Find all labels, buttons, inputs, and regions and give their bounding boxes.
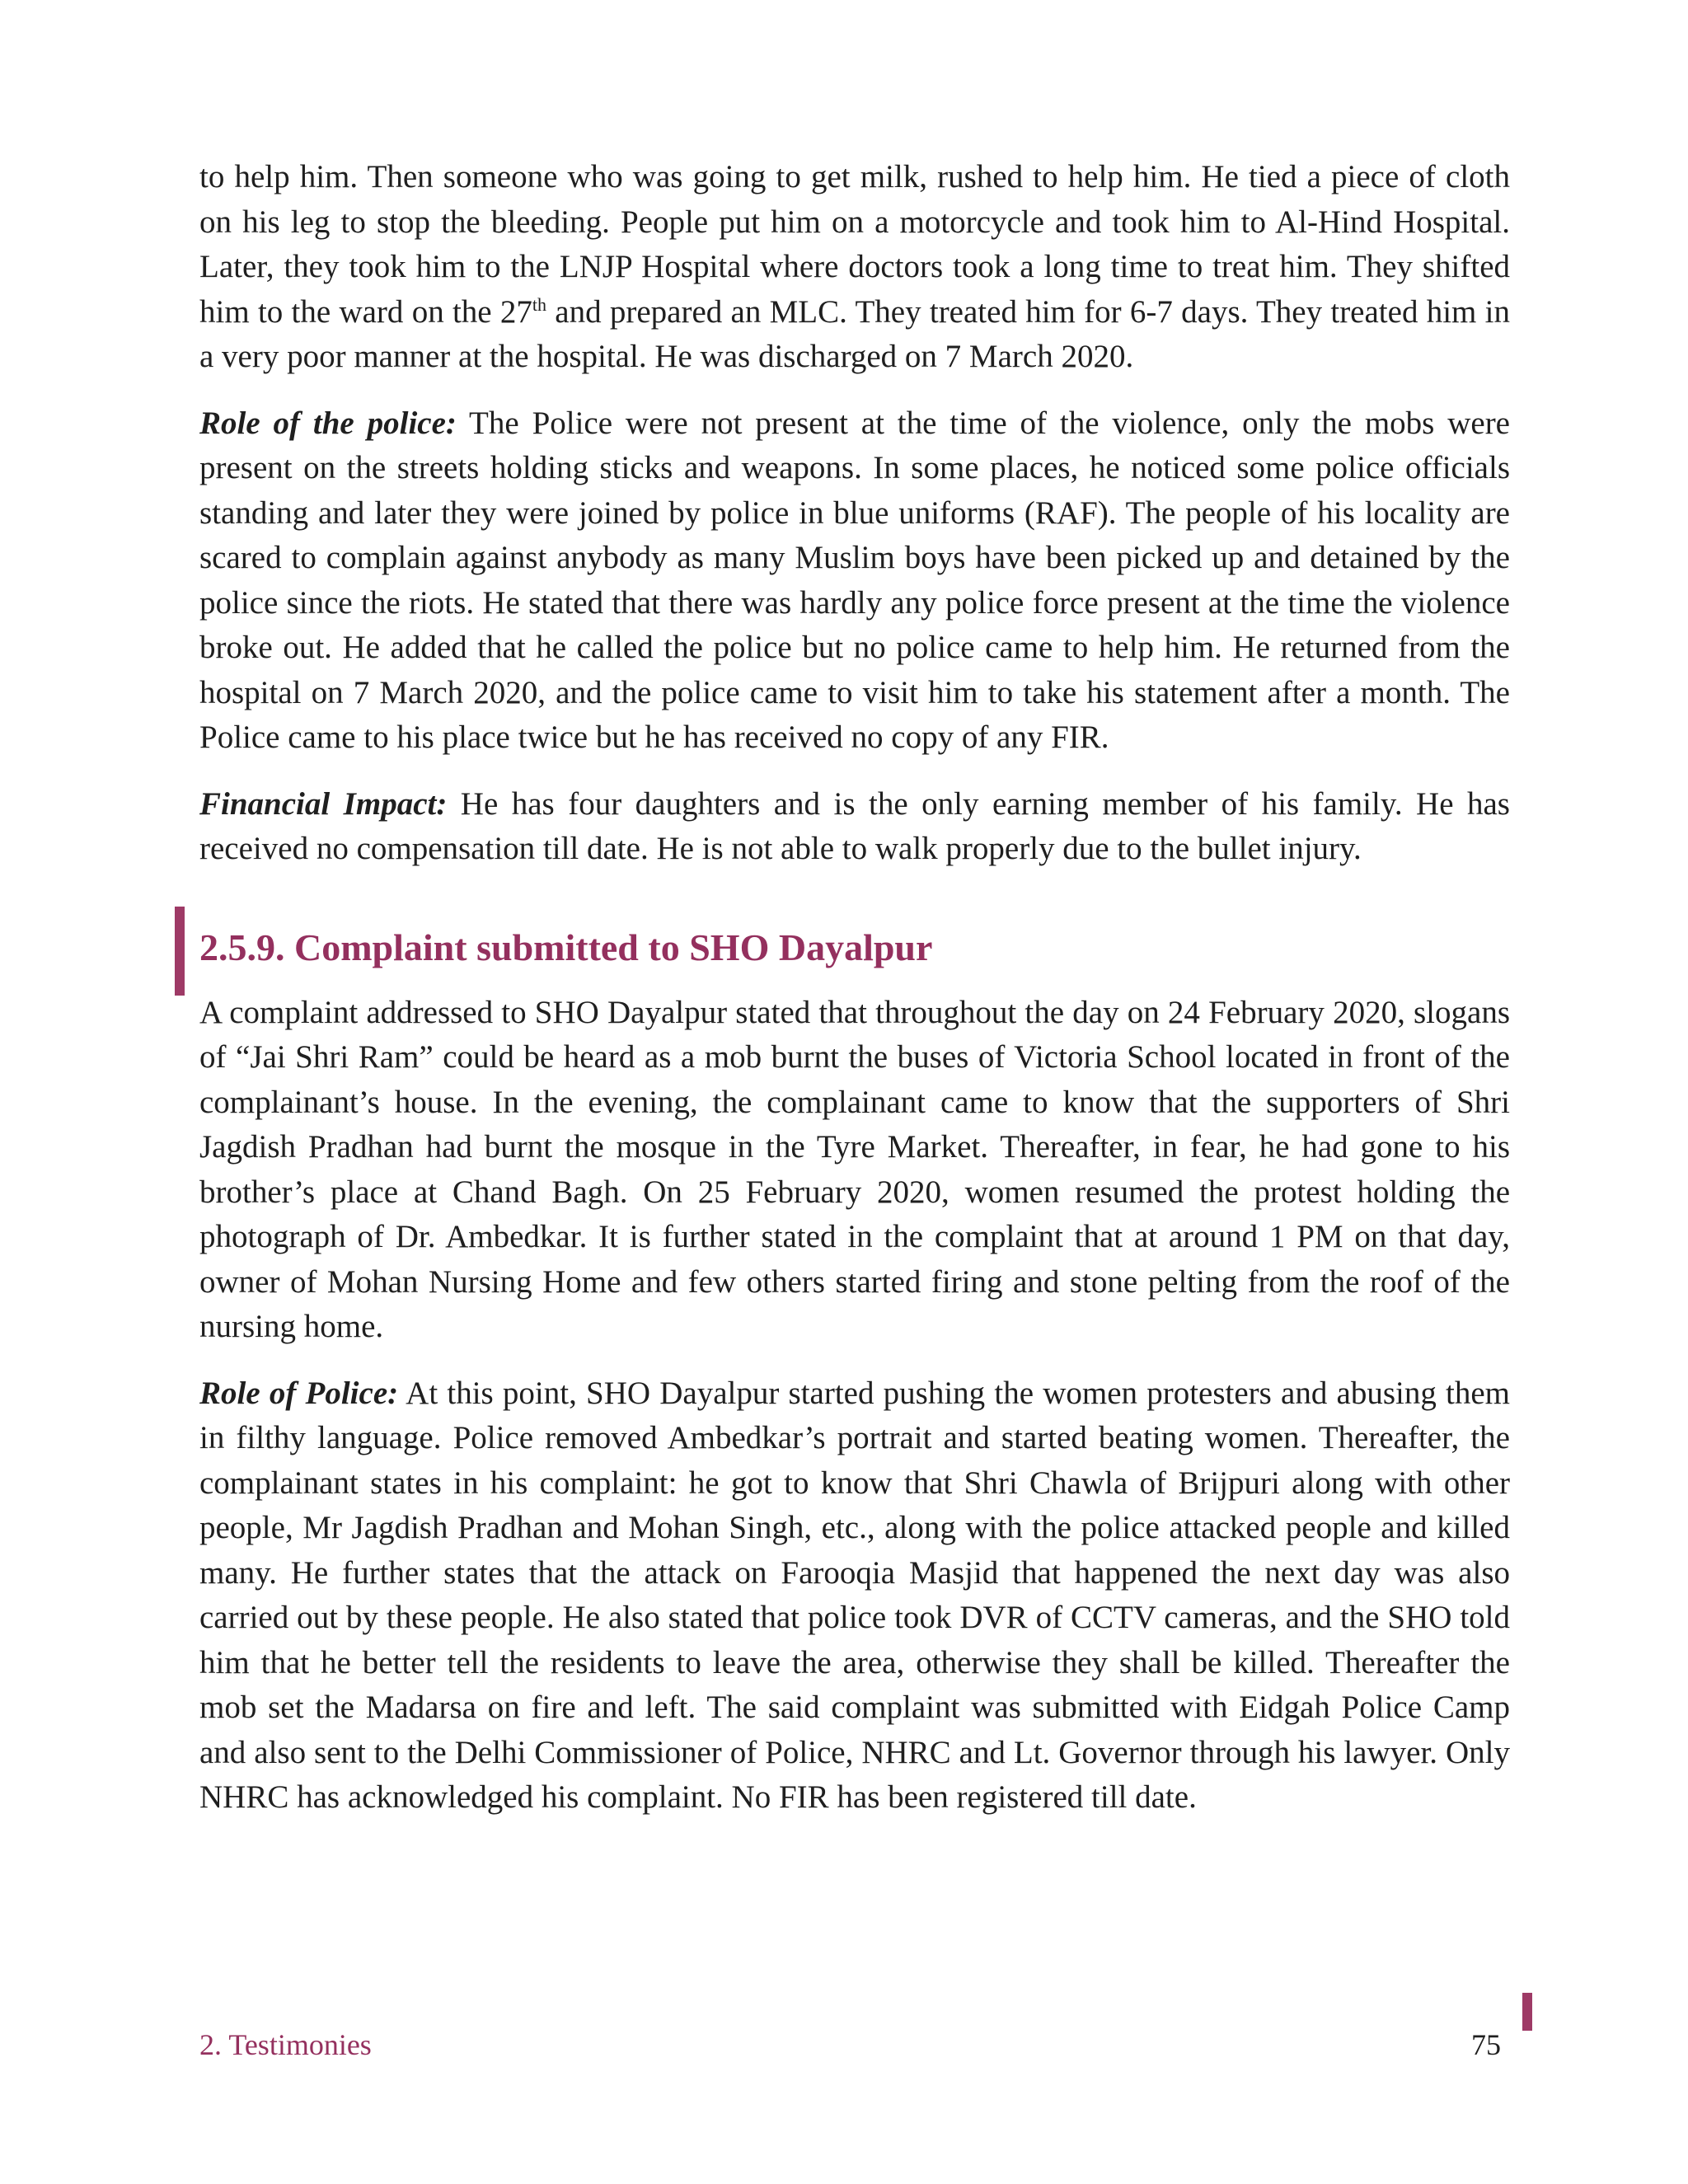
paragraph-lead-label: Role of Police:: [199, 1375, 399, 1411]
paragraph-lead-label: Role of the police:: [199, 405, 457, 441]
paragraph-complaint-summary: [199, 991, 1510, 1350]
paragraph-text: to help him. Then someone who was going to get milk, rushed to help him. He tied a piece of cloth on his leg to stop the bleeding. People put him on a motorcycle and took him to Al-Hind Hospital. Later, they took him to the LNJP Hospital where doctors took a long time to treat him. They shifted him to the ward on the 27: [199, 159, 1510, 330]
paragraph-text: At this point, SHO Dayalpur started pushing the women protesters and abusing them in filthy language. Police removed Ambedkar’s portrait and started beating women. Thereafter, the complainant states in his complaint: he got to know that Shri Chawla of Brijpuri along with other people, Mr Jagdish Pradhan and Mohan Singh, etc., along with the police attacked people and killed many. He further states that the attack on Farooqia Masjid that happened the next day was also carried out by these people. He also stated that police took DVR of CCTV cameras, and the SHO told him that he better tell the residents to leave the area, otherwise they shall be killed. Thereafter the mob set the Madarsa on fire and left. The said complaint was submitted with Eidgah Police Camp and also sent to the Delhi Commissioner of Police, NHRC and Lt. Governor through his lawyer. Only NHRC has acknowledged his complaint. No FIR has been registered till date.: [199, 1375, 1511, 1815]
paragraph-role-of-police-complaint: [199, 1371, 1510, 1821]
paragraph-role-of-police: [199, 401, 1510, 761]
paragraph-text: A complaint addressed to SHO Dayalpur stated that throughout the day on 24 February 2020, slogans of “Jai Shri Ram” could be heard as a mob burnt the buses of Victoria School located in front of the complainant’s house. In the evening, the complainant came to know that the supporters of Shri Jagdish Pradhan had burnt the mosque in the Tyre Market. Thereafter, in fear, he had gone to his brother’s place at Chand Bagh. On 25 February 2020, women resumed the protest holding the photograph of Dr. Ambedkar. It is further stated in the complaint that at around 1 PM on that day, owner of Mohan Nursing Home and few others started firing and stone pelting from the roof of the nursing home.: [199, 994, 1510, 1344]
paragraph-hospital-treatment: [199, 155, 1510, 380]
paragraph-text: He has four daughters and is the only earning member of his family. He has received no compensation till date. He is not able to walk properly due to the bullet injury.: [199, 785, 1510, 866]
paragraph-financial-impact: [199, 782, 1510, 872]
footer-accent-bar: [1522, 1993, 1532, 2031]
footer-chapter-title: 2. Testimonies: [199, 2028, 372, 2061]
page-body: [199, 155, 1510, 1842]
section-heading-block: [199, 923, 1510, 972]
paragraph-text: The Police were not present at the time of the violence, only the mobs were present on the streets holding sticks and weapons. In some places, he noticed some police officials standing and later they were joined by police in blue uniforms (RAF). The people of his locality are scared to complain against anybody as many Muslim boys have been picked up and detained by the police since the riots. He stated that there was hardly any police force present at the time the violence broke out. He added that he called the police but no police came to help him. He returned from the hospital on 7 March 2020, and the police came to visit him to take his statement after a month. The Police came to his place twice but he has received no copy of any FIR.: [199, 405, 1510, 755]
section-heading: 2.5.9. Complaint submitted to SHO Dayalpur: [199, 926, 933, 968]
heading-accent-bar: [175, 907, 185, 996]
paragraph-lead-label: Financial Impact:: [199, 785, 448, 822]
paragraph-text: and prepared an MLC. They treated him for 6-7 days. They treated him in a very poor manner at the hospital. He was discharged on 7 March 2020.: [199, 293, 1510, 374]
page-number: 75: [1471, 2028, 1501, 2061]
ordinal-suffix: th: [532, 293, 547, 315]
